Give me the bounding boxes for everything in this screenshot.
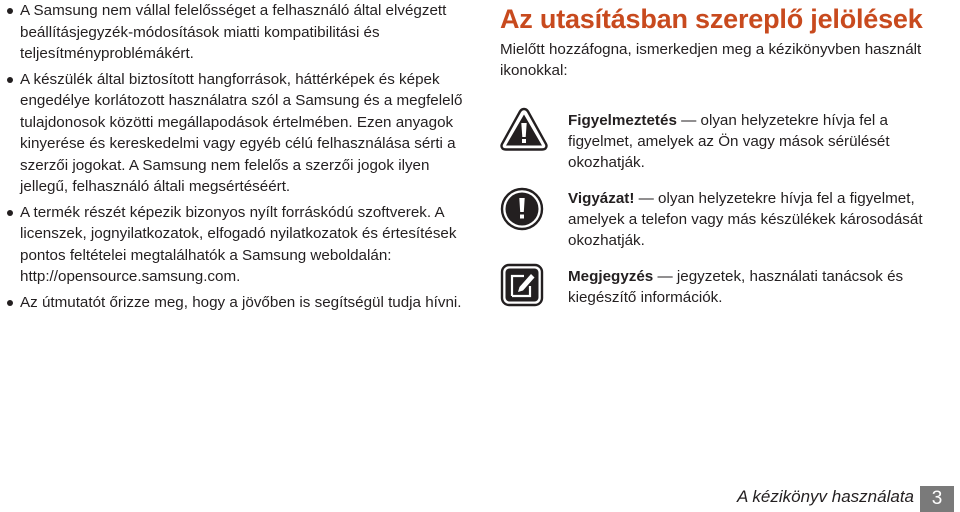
bullet-item — [6, 0, 466, 65]
notice-term: Vigyázat! — [568, 190, 635, 207]
notice-text: — olyan helyzetekre hívja fel a figyelmet, amelyek az Ön vagy mások sérülését okozhatják. — [568, 112, 890, 171]
bullet-text: Az útmutatót őrizze meg, hogy a jövőben is segítségül tudja hívni. — [20, 293, 462, 311]
left-column — [6, 0, 466, 317]
caution-circle-icon — [500, 187, 544, 231]
notice-term: Figyelmeztetés — [568, 112, 677, 129]
section-intro: Mielőtt hozzáfogna, ismerkedjen meg a kézikönyvben használt ikonokkal: — [500, 41, 922, 79]
bullet-icon — [7, 8, 13, 14]
note-pencil-icon — [500, 263, 544, 307]
bullet-icon — [7, 77, 13, 83]
notice-text: — olyan helyzetekre hívja fel a figyelmet, amelyek a telefon vagy más készülékek károsodását okozhatják. — [568, 190, 923, 249]
right-column — [500, 0, 955, 308]
section-title: Az utasításban szereplő jelölések — [500, 4, 923, 34]
notice-note — [500, 266, 955, 308]
notice-caution — [500, 188, 955, 251]
footer-section-label: A kézikönyv használata — [736, 487, 914, 506]
notice-text: — jegyzetek, használati tanácsok és kiegészítő információk. — [568, 268, 904, 306]
bullet-item — [6, 202, 466, 288]
notice-warning — [500, 110, 955, 173]
bullet-text: A Samsung nem vállal felelősséget a felhasználó által elvégzett beállításjegyzék-módosítások miatti kompatibilitási és teljesítményproblémákért. — [20, 2, 447, 62]
notice-term: Megjegyzés — [568, 268, 654, 285]
bullet-text: A termék részét képezik bizonyos nyílt forráskódú szoftverek. A licenszek, jognyilatkozatok, elfogadó nyilatkozatok és értesítések pontos feltételei megtalálhatók a Samsung weboldalán: http://opensource.samsung.com. — [20, 203, 457, 285]
bullet-item — [6, 292, 466, 314]
page-number: 3 — [920, 486, 954, 512]
warning-triangle-icon — [500, 106, 548, 152]
bullet-icon — [7, 300, 13, 306]
bullet-icon — [7, 210, 13, 216]
bullet-item — [6, 69, 466, 198]
bullet-text: A készülék által biztosított hangforrások, háttérképek és képek engedélye korlátozott használatra szól a Samsung és a megfelelő tulajdonosok közötti megállapodások értelmében. Ezen anyagok kinyerése és kereskedelmi vagy egyéb célú felhasználása sérti a szerzői jogokat. A Samsung nem felelős a szerzői jogok ilyen jellegű, felhasználó általi megsértéséért. — [20, 70, 463, 195]
